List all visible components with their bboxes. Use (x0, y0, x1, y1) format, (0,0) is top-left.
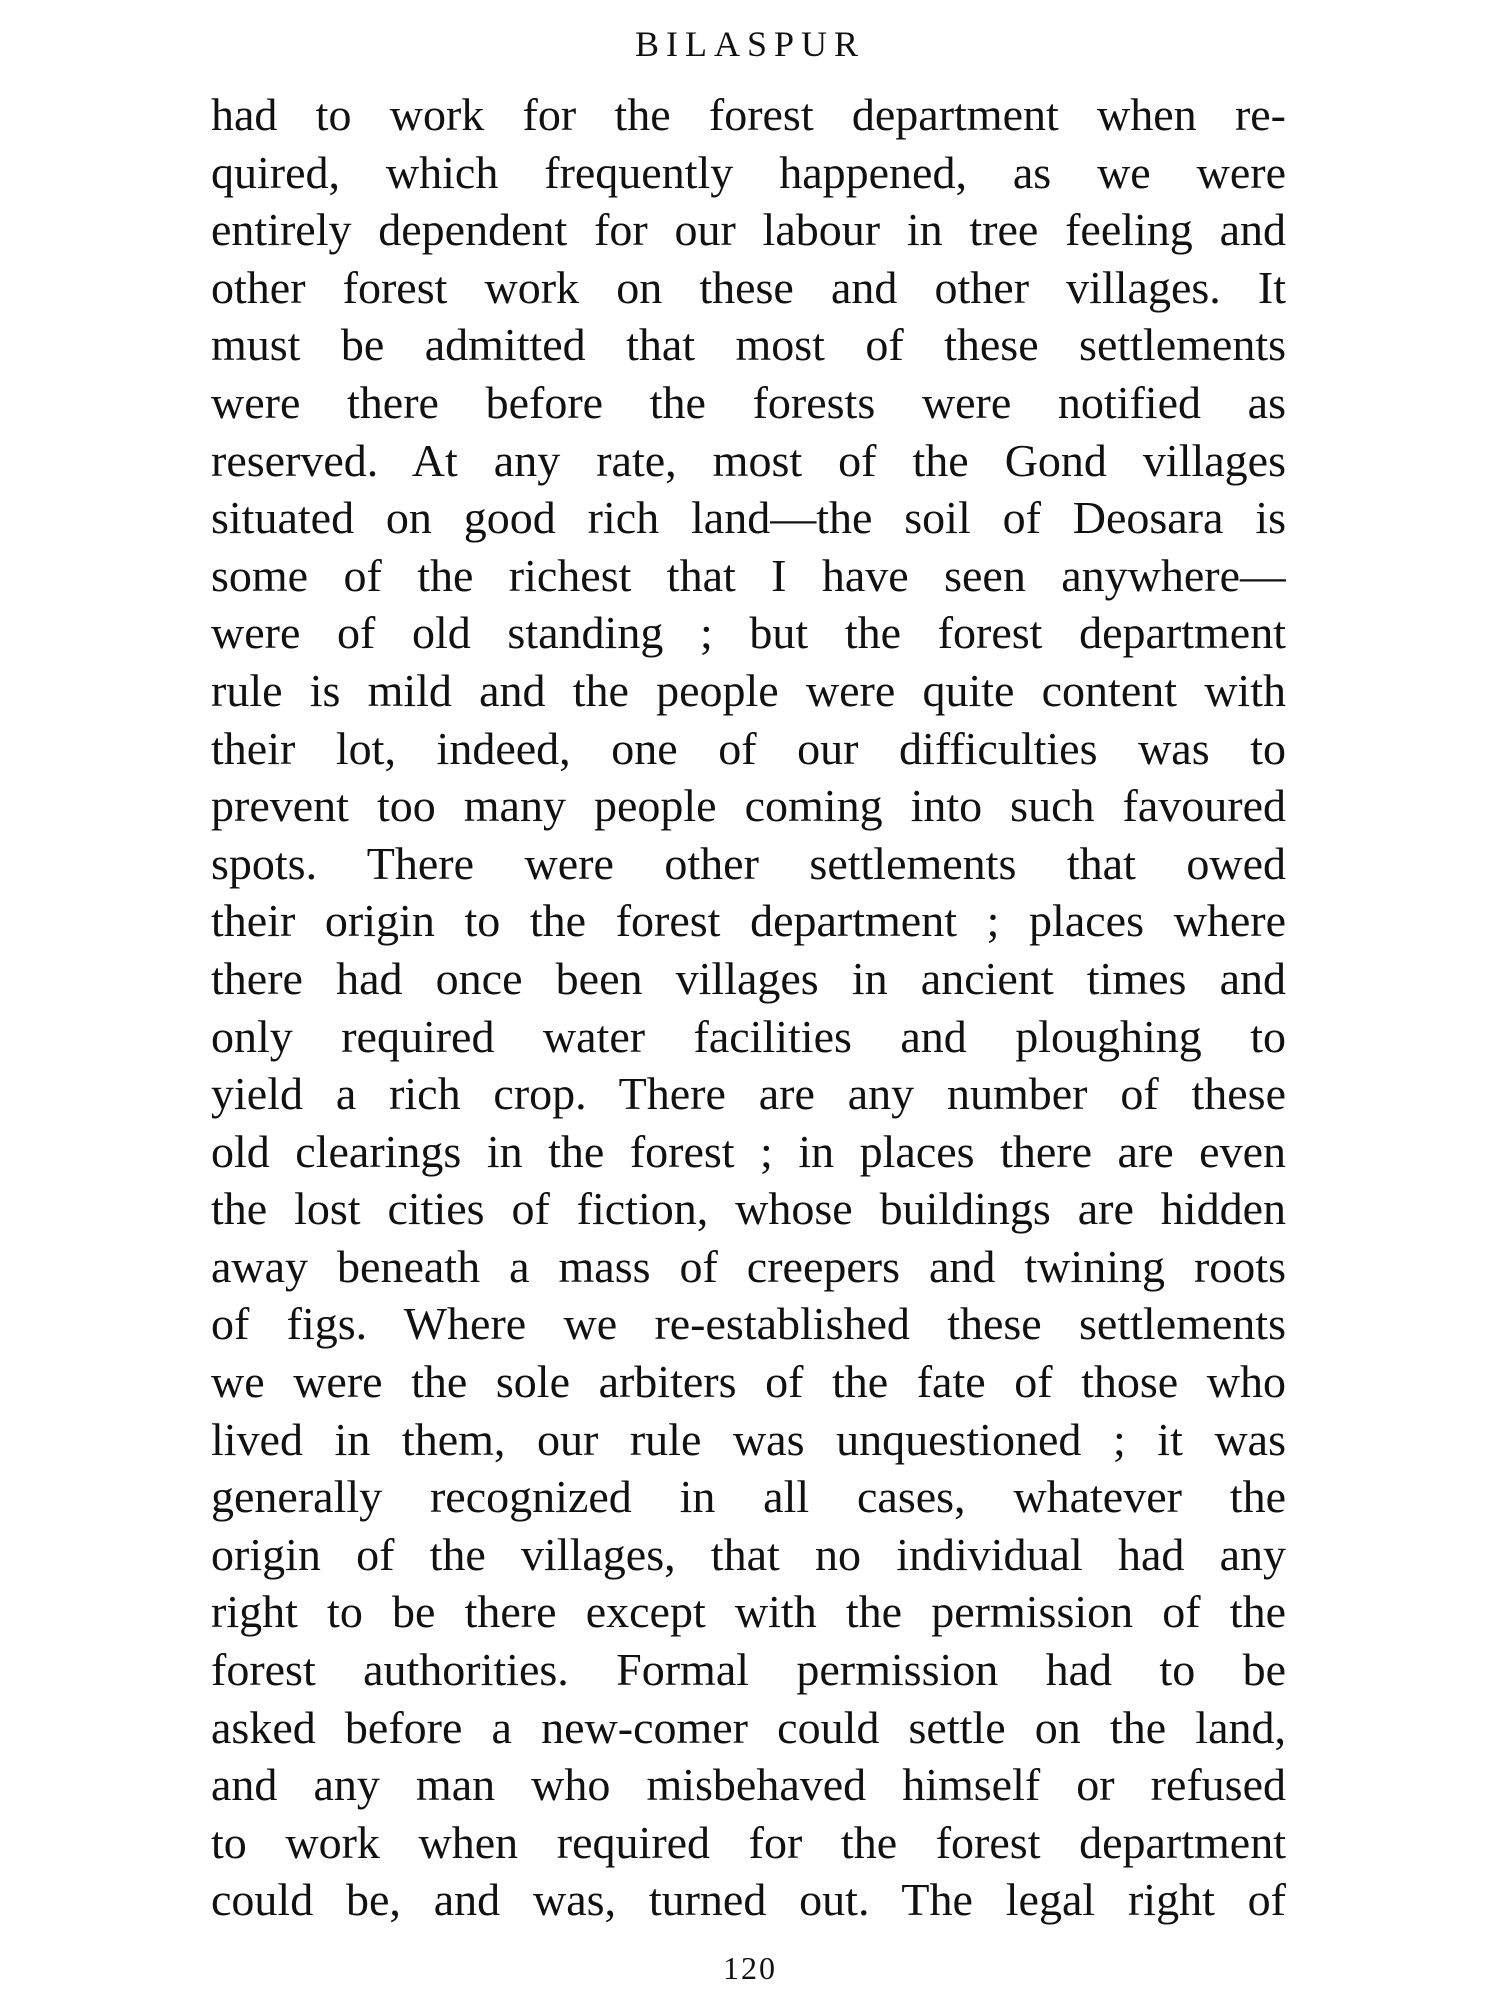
body-text (211, 86, 1286, 1929)
text-line: were of old standing ; but the forest department (211, 607, 1286, 659)
text-line: some of the richest that I have seen anywhere— (211, 549, 1286, 601)
text-line: their origin to the forest department ; places where (211, 895, 1286, 947)
text-line: origin of the villages, that no individual had any (211, 1528, 1286, 1580)
text-line: to work when required for the forest department (211, 1816, 1286, 1868)
text-line: away beneath a mass of creepers and twining roots (211, 1240, 1286, 1292)
text-line: there had once been villages in ancient times and (211, 952, 1286, 1004)
text-line: right to be there except with the permission of the (211, 1586, 1286, 1638)
text-line: must be admitted that most of these settlements (211, 319, 1286, 371)
text-line: the lost cities of fiction, whose buildings are hidden (211, 1183, 1286, 1235)
text-line: rule is mild and the people were quite content with (211, 664, 1286, 716)
text-line: were there before the forests were notified as (211, 376, 1286, 428)
text-line: asked before a new-comer could settle on the land, (211, 1701, 1286, 1753)
text-line: forest authorities. Formal permission had to be (211, 1644, 1286, 1696)
text-line: only required water facilities and ploughing to (211, 1010, 1286, 1062)
text-line: other forest work on these and other villages. It (211, 261, 1286, 313)
text-line: their lot, indeed, one of our difficulties was to (211, 722, 1286, 774)
text-line: could be, and was, turned out. The legal right of (211, 1874, 1286, 1926)
text-line: old clearings in the forest ; in places there are even (211, 1125, 1286, 1177)
text-line: quired, which frequently happened, as we were (211, 146, 1286, 198)
text-line: entirely dependent for our labour in tree feeling and (211, 204, 1286, 256)
text-line: reserved. At any rate, most of the Gond villages (211, 434, 1286, 486)
text-line: and any man who misbehaved himself or refused (211, 1759, 1286, 1811)
text-line: we were the sole arbiters of the fate of those who (211, 1356, 1286, 1408)
text-line: prevent too many people coming into such favoured (211, 780, 1286, 832)
text-line: of figs. Where we re-established these settlements (211, 1298, 1286, 1350)
page-number: 120 (723, 1950, 777, 1986)
text-line: generally recognized in all cases, whatever the (211, 1471, 1286, 1523)
text-line: situated on good rich land—the soil of Deosara is (211, 492, 1286, 544)
text-line: lived in them, our rule was unquestioned ; it was (211, 1413, 1286, 1465)
text-line: yield a rich crop. There are any number of these (211, 1068, 1286, 1120)
running-title: BILASPUR (634, 24, 866, 64)
text-line: spots. There were other settlements that owed (211, 837, 1286, 889)
text-line: had to work for the forest department when re- (211, 89, 1286, 140)
